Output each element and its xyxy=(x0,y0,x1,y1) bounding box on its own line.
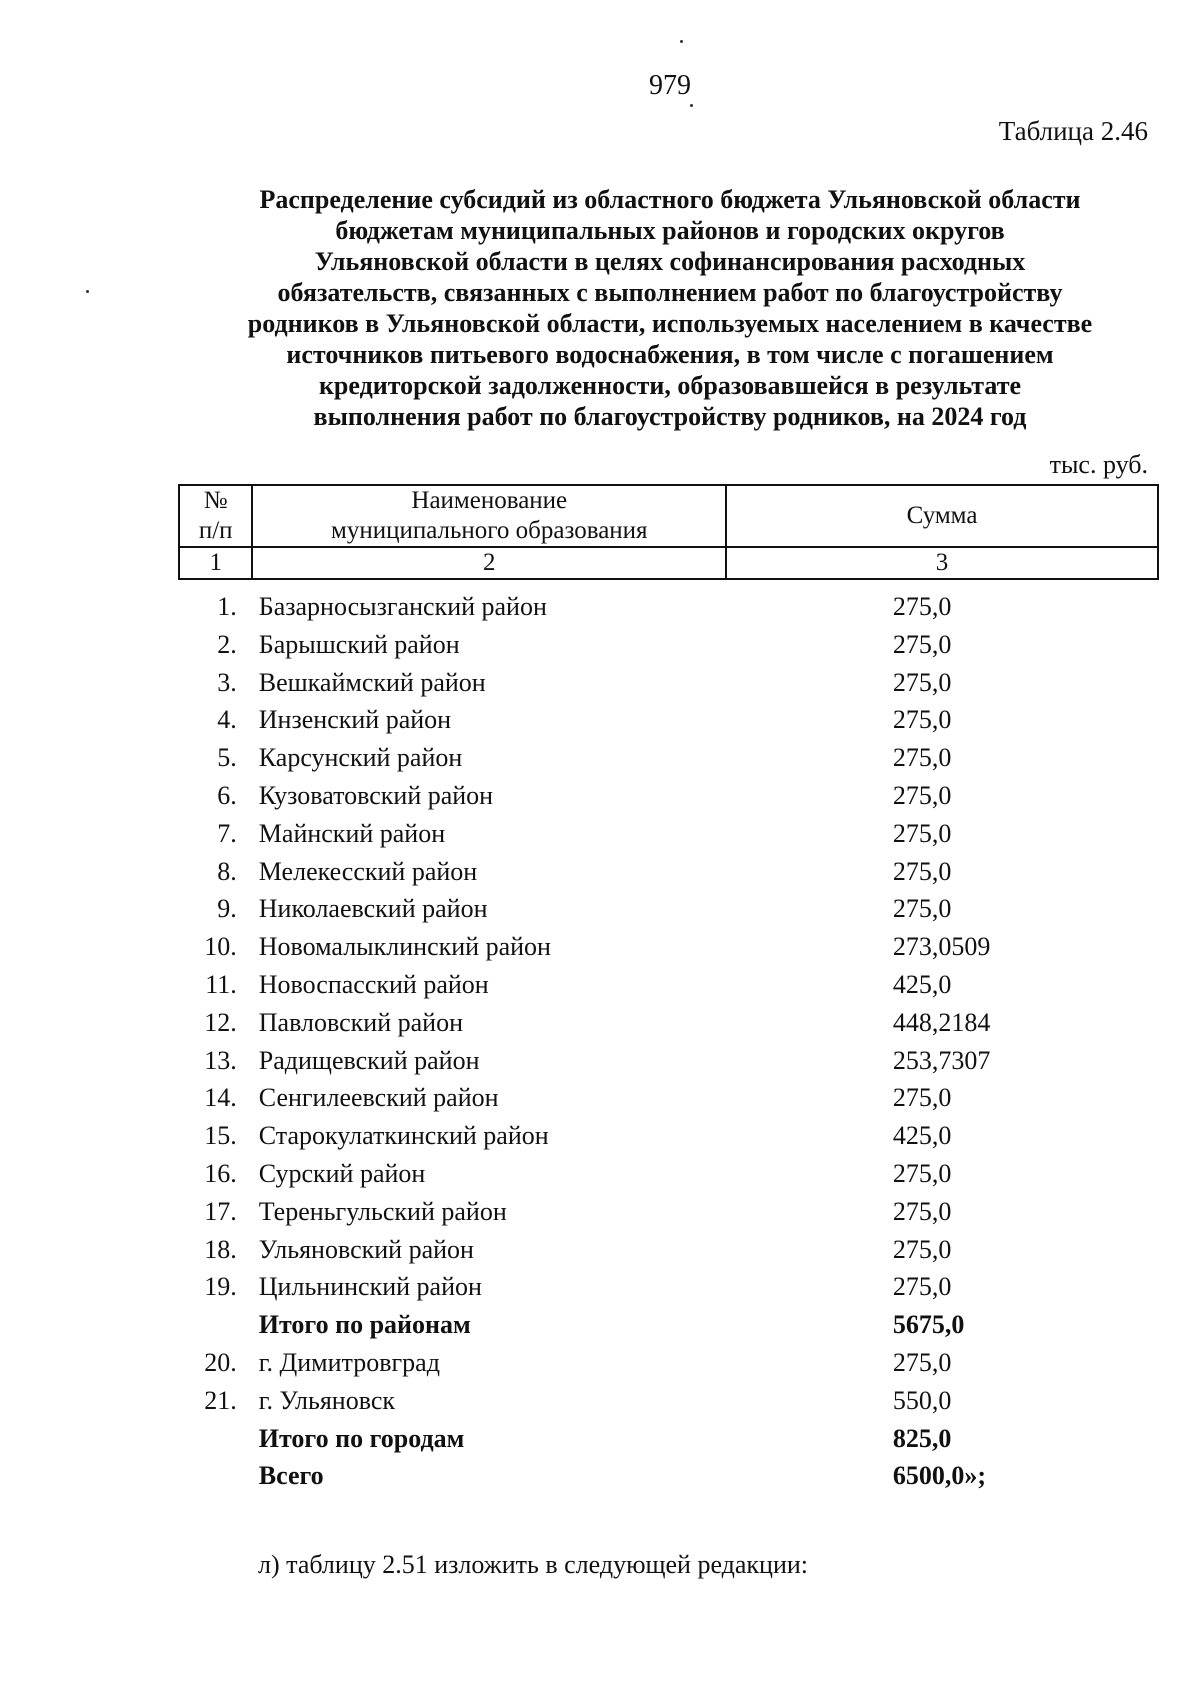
table-row xyxy=(178,1193,1159,1231)
column-number-2: 2 xyxy=(252,547,726,579)
total-row xyxy=(178,1457,1159,1495)
row-name: Новоспасский район xyxy=(258,969,489,999)
footer-text: л) таблицу 2.51 изложить в следующей редакции: xyxy=(258,1550,809,1579)
table-row xyxy=(178,1155,1159,1193)
row-sum-cell xyxy=(747,1231,1159,1269)
title-line: родников в Ульяновской области, используемых населением в качестве xyxy=(247,309,1093,338)
row-sum: 275,0 xyxy=(892,705,952,735)
header-name-line1: Наименование xyxy=(411,487,568,514)
row-number: 5. xyxy=(217,743,237,773)
title-line: обязательств, связанных с выполнением работ по благоустройству xyxy=(277,278,1063,307)
row-sum: 275,0 xyxy=(892,894,952,924)
row-sum-cell xyxy=(747,1420,1159,1458)
row-number: 17. xyxy=(204,1196,237,1226)
table-row xyxy=(178,890,1159,928)
row-name: Николаевский район xyxy=(258,894,488,924)
row-name: Павловский район xyxy=(258,1007,463,1037)
row-number: 3. xyxy=(217,667,237,697)
row-sum-cell xyxy=(747,890,1159,928)
row-number: 8. xyxy=(217,856,237,886)
table-row xyxy=(178,966,1159,1004)
row-sum-cell xyxy=(747,1117,1159,1155)
table-row xyxy=(178,1344,1159,1382)
row-name: Старокулаткинский район xyxy=(258,1121,549,1151)
row-name: Сенгилеевский район xyxy=(258,1083,499,1113)
header-number-line2: п/п xyxy=(198,517,233,544)
row-number: 15. xyxy=(204,1121,237,1151)
row-number: 12. xyxy=(204,1007,237,1037)
row-number: 9. xyxy=(217,894,237,924)
table-row xyxy=(178,588,1159,626)
scan-speck xyxy=(680,40,683,43)
row-number: 10. xyxy=(204,932,237,962)
total-row xyxy=(178,1306,1159,1344)
row-name: Вешкаймский район xyxy=(258,667,486,697)
row-sum: 253,7307 xyxy=(892,1045,991,1075)
row-sum: 275,0 xyxy=(892,743,952,773)
table-header xyxy=(178,484,1159,580)
scan-speck xyxy=(690,104,693,107)
table-row xyxy=(178,1079,1159,1117)
row-name: Всего xyxy=(258,1461,324,1491)
table-body xyxy=(178,588,1159,1495)
row-sum: 275,0 xyxy=(892,1234,952,1264)
row-name: Ульяновский район xyxy=(258,1234,474,1264)
row-sum: 275,0 xyxy=(892,1083,952,1113)
table-row xyxy=(178,777,1159,815)
document-title xyxy=(170,184,1170,432)
row-sum: 275,0 xyxy=(892,1272,952,1302)
table-label: Таблица 2.46 xyxy=(998,116,1148,146)
row-number: 21. xyxy=(204,1385,237,1415)
row-name: Инзенский район xyxy=(258,705,452,735)
row-sum: 425,0 xyxy=(892,969,952,999)
header-sum: Сумма xyxy=(726,485,1158,547)
row-sum-cell xyxy=(747,928,1159,966)
row-sum-cell xyxy=(747,626,1159,664)
row-number xyxy=(178,1420,241,1458)
table-row xyxy=(178,701,1159,739)
title-line: Ульяновской области в целях софинансирования расходных xyxy=(314,247,1026,276)
title-line: кредиторской задолженности, образовавшейся в результате xyxy=(318,371,1022,400)
row-sum: 825,0 xyxy=(892,1423,952,1453)
row-sum-cell xyxy=(747,966,1159,1004)
row-sum: 273,0509 xyxy=(892,932,991,962)
row-name: Майнский район xyxy=(258,818,446,848)
row-name: Сурский район xyxy=(258,1158,426,1188)
row-sum: 6500,0»; xyxy=(892,1461,986,1491)
row-sum: 275,0 xyxy=(892,780,952,810)
row-number: 1. xyxy=(217,592,237,621)
table-row xyxy=(178,1042,1159,1080)
table-row xyxy=(178,739,1159,777)
table-row xyxy=(178,1382,1159,1420)
table-row xyxy=(178,1117,1159,1155)
table-row xyxy=(178,664,1159,702)
row-sum: 275,0 xyxy=(892,856,952,886)
row-name: г. Димитровград xyxy=(258,1347,440,1377)
units-label: тыс. руб. xyxy=(1049,450,1148,479)
row-sum-cell xyxy=(747,1344,1159,1382)
row-sum-cell xyxy=(747,1382,1159,1420)
row-sum: 425,0 xyxy=(892,1121,952,1151)
row-sum-cell xyxy=(747,1193,1159,1231)
table-row xyxy=(178,1231,1159,1269)
title-line: Распределение субсидий из областного бюджета Ульяновской области xyxy=(259,185,1081,214)
row-number xyxy=(178,1306,241,1344)
column-number-1: 1 xyxy=(179,547,252,579)
table-row xyxy=(178,853,1159,891)
row-name: г. Ульяновск xyxy=(258,1385,395,1415)
page-number: 979 xyxy=(649,70,691,101)
row-sum-cell xyxy=(747,853,1159,891)
row-sum-cell xyxy=(747,815,1159,853)
row-sum: 275,0 xyxy=(892,629,952,659)
row-number: 19. xyxy=(204,1272,237,1302)
header-row xyxy=(179,485,1158,547)
row-sum-cell xyxy=(747,1457,1159,1495)
row-sum: 448,2184 xyxy=(892,1007,991,1037)
row-name: Радищевский район xyxy=(258,1045,480,1075)
row-sum: 275,0 xyxy=(892,1158,952,1188)
row-number: 20. xyxy=(204,1347,237,1377)
title-line: выполнения работ по благоустройству родников, на 2024 год xyxy=(313,402,1027,431)
row-name: Мелекесский район xyxy=(258,856,478,886)
row-sum: 5675,0 xyxy=(892,1310,965,1340)
table-row xyxy=(178,815,1159,853)
row-sum: 275,0 xyxy=(892,592,952,621)
row-sum-cell xyxy=(747,664,1159,702)
header-number-line1: № xyxy=(203,487,228,514)
row-sum-cell xyxy=(747,1155,1159,1193)
row-name: Итого по районам xyxy=(258,1310,471,1340)
total-row xyxy=(178,1420,1159,1458)
row-sum: 550,0 xyxy=(892,1385,952,1415)
row-name: Итого по городам xyxy=(258,1423,465,1453)
title-line: источников питьевого водоснабжения, в том числе с погашением xyxy=(286,340,1054,369)
table-row xyxy=(178,1268,1159,1306)
table-row xyxy=(178,928,1159,966)
row-name: Базарносызганский район xyxy=(258,592,547,621)
row-number: 2. xyxy=(217,629,237,659)
row-number xyxy=(178,1457,241,1495)
row-name: Кузоватовский район xyxy=(258,780,494,810)
row-sum: 275,0 xyxy=(892,1196,952,1226)
table-row xyxy=(178,626,1159,664)
table-row xyxy=(178,1004,1159,1042)
row-sum-cell xyxy=(747,701,1159,739)
row-sum-cell xyxy=(747,588,1159,626)
header-name xyxy=(252,485,726,547)
column-number-row xyxy=(179,547,1158,579)
row-number: 16. xyxy=(204,1158,237,1188)
row-name: Новомалыклинский район xyxy=(258,932,551,962)
row-sum-cell xyxy=(747,1306,1159,1344)
row-name: Карсунский район xyxy=(258,743,463,773)
row-sum-cell xyxy=(747,777,1159,815)
row-name: Тереньгульский район xyxy=(258,1196,507,1226)
column-number-3: 3 xyxy=(726,547,1158,579)
row-name: Барышский район xyxy=(258,629,460,659)
row-number: 13. xyxy=(204,1045,237,1075)
row-sum-cell xyxy=(747,1042,1159,1080)
row-sum-cell xyxy=(747,739,1159,777)
title-line: бюджетам муниципальных районов и городских округов xyxy=(335,216,1005,245)
row-name: Цильнинский район xyxy=(258,1272,482,1302)
row-number: 11. xyxy=(205,969,237,999)
row-sum-cell xyxy=(747,1004,1159,1042)
row-number: 18. xyxy=(204,1234,237,1264)
row-number: 6. xyxy=(217,780,237,810)
row-sum: 275,0 xyxy=(892,1347,952,1377)
scan-speck xyxy=(86,290,89,293)
row-sum-cell xyxy=(747,1079,1159,1117)
row-number: 14. xyxy=(204,1083,237,1113)
header-name-line2: муниципального образования xyxy=(331,517,648,544)
row-number: 4. xyxy=(217,705,237,735)
row-number: 7. xyxy=(217,818,237,848)
row-sum: 275,0 xyxy=(892,818,952,848)
row-sum-cell xyxy=(747,1268,1159,1306)
row-sum: 275,0 xyxy=(892,667,952,697)
header-number xyxy=(179,485,252,547)
